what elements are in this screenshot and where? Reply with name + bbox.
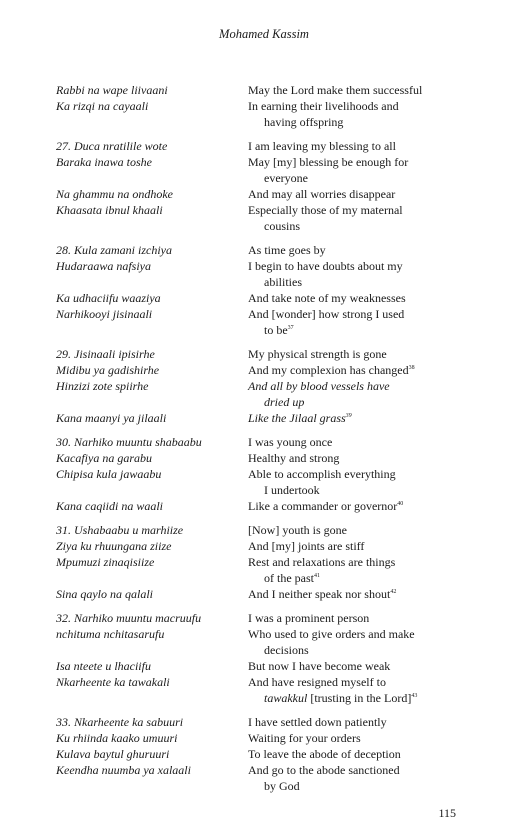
swahili-verse-line: Hudaraawa nafsiya (56, 259, 152, 273)
swahili-verse-line: Ka rizqi na cayaali (56, 99, 149, 113)
english-translation-line: dried up (264, 395, 305, 409)
english-translation-line: everyone (264, 171, 308, 185)
swahili-verse-line: nchituma nchitasarufu (56, 627, 165, 641)
footnote-marker: 40 (397, 501, 404, 507)
swahili-verse-line: 33. Nkarheente ka sabuuri (56, 715, 184, 729)
swahili-verse-line: 30. Narhiko muuntu shabaabu (56, 435, 202, 449)
english-translation-line: And go to the abode sanctioned (248, 763, 400, 777)
english-translation-line: decisions (264, 643, 309, 657)
english-translation-line: Like the Jilaal grass$^{39}$ (248, 411, 352, 425)
footnote-marker: 41 (314, 573, 320, 579)
footnote-marker: 42 (390, 589, 397, 595)
english-translation-line: And may all worries disappear (248, 187, 396, 201)
english-translation-line: I begin to have doubts about my (248, 259, 403, 273)
english-translation-line: Healthy and strong (248, 451, 340, 465)
swahili-verse-line: Ziya ku rhuungana ziize (56, 539, 172, 553)
swahili-verse-line: Kana caqiidi na waali (56, 499, 164, 513)
swahili-verse-line: Sina qaylo na qalali (56, 587, 153, 601)
english-translation-line: I was young once (248, 435, 333, 449)
swahili-verse-line: 32. Narhiko muuntu macruufu (56, 611, 202, 625)
english-translation-line: May [my] blessing be enough for (248, 155, 409, 169)
footnote-marker: 39 (345, 413, 352, 419)
swahili-verse-line: Khaasata ibnul khaali (56, 203, 163, 217)
english-translation-line: I was a prominent person (248, 611, 370, 625)
english-translation-line: cousins (264, 219, 300, 233)
swahili-verse-line: Nkarheente ka tawakali (56, 675, 170, 689)
english-translation-line: Waiting for your orders (248, 731, 361, 745)
english-translation-line: And take note of my weaknesses (248, 291, 406, 305)
english-translation-line: having offspring (264, 115, 344, 129)
english-translation-line: Especially those of my maternal (248, 203, 403, 217)
swahili-verse-line: 29. Jisinaali ipisirhe (56, 347, 155, 361)
footnote-marker: 37 (287, 325, 294, 331)
swahili-verse-line: Narhikooyi jisinaali (56, 307, 153, 321)
english-translation-line: Like a commander or governor$^{40}$ (248, 499, 404, 513)
swahili-verse-line: Hinzizi zote spiirhe (56, 379, 149, 393)
english-translation-line: But now I have become weak (248, 659, 391, 673)
swahili-verse-line: Mpumuzi zinaqisiize (56, 555, 155, 569)
swahili-verse-line: Ku rhiinda kaako umuuri (56, 731, 178, 745)
english-translation-line: As time goes by (248, 243, 326, 257)
english-translation-line: In earning their livelihoods and (248, 99, 399, 113)
english-translation-line: I am leaving my blessing to all (248, 139, 396, 153)
swahili-verse-line: Kana maanyi ya jilaali (56, 411, 167, 425)
english-translation-line: May the Lord make them successful (248, 83, 423, 97)
english-translation-line: Rest and relaxations are things (248, 555, 396, 569)
swahili-verse-line: Kacafiya na garabu (56, 451, 152, 465)
running-header: Mohamed Kassim (219, 27, 309, 41)
english-translation-line: Who used to give orders and make (248, 627, 415, 641)
english-translation-line: I have settled down patiently (248, 715, 387, 729)
swahili-verse-line: Midibu ya gadishirhe (56, 363, 160, 377)
footnote-marker: 38 (408, 365, 415, 371)
swahili-verse-line: Rabbi na wape liivaani (56, 83, 168, 97)
swahili-verse-line: Isa nteete u lhaciifu (56, 659, 151, 673)
english-translation-line: My physical strength is gone (248, 347, 387, 361)
english-translation-line: To leave the abode of deception (248, 747, 401, 761)
footnote-marker: 43 (411, 693, 418, 699)
english-translation-line: And [my] joints are stiff (248, 539, 365, 553)
swahili-verse-line: 28. Kula zamani izchiya (56, 243, 172, 257)
english-translation-line: And [wonder] how strong I used (248, 307, 405, 321)
english-translation-line: I undertook (264, 483, 320, 497)
english-translation-line: tawakkul [trusting in the Lord]$^{43}$ (264, 691, 418, 705)
swahili-verse-line: Na ghammu na ondhoke (56, 187, 173, 201)
swahili-verse-line: Keendha nuumba ya xalaali (56, 763, 191, 777)
swahili-verse-line: 27. Duca nratilile wote (56, 139, 168, 153)
english-translation-line: to $be^{37}$ (264, 323, 294, 337)
english-translation-line: of the past$^{41}$ (264, 571, 320, 585)
english-translation-line: [Now] youth is gone (248, 523, 347, 537)
swahili-verse-line: Chipisa kula jawaabu (56, 467, 162, 481)
english-translation-line: abilities (264, 275, 302, 289)
english-translation-line: Able to accomplish everything (248, 467, 396, 481)
swahili-verse-line: 31. Ushabaabu u marhiize (56, 523, 184, 537)
swahili-verse-line: Kulava baytul ghuruuri (56, 747, 170, 761)
swahili-verse-line: Ka udhaciifu waaziya (56, 291, 161, 305)
english-translation-line: And have resigned myself to (248, 675, 386, 689)
english-translation-line: And all by blood vessels have (248, 379, 390, 393)
english-translation-line: And I neither speak nor shout$^{42}$ (248, 587, 397, 601)
english-translation-line: by God (264, 779, 300, 793)
swahili-verse-line: Baraka inawa toshe (56, 155, 152, 169)
page-number: 115 (438, 806, 456, 820)
english-translation-line: And my complexion has changed$^{38}$ (248, 363, 415, 377)
